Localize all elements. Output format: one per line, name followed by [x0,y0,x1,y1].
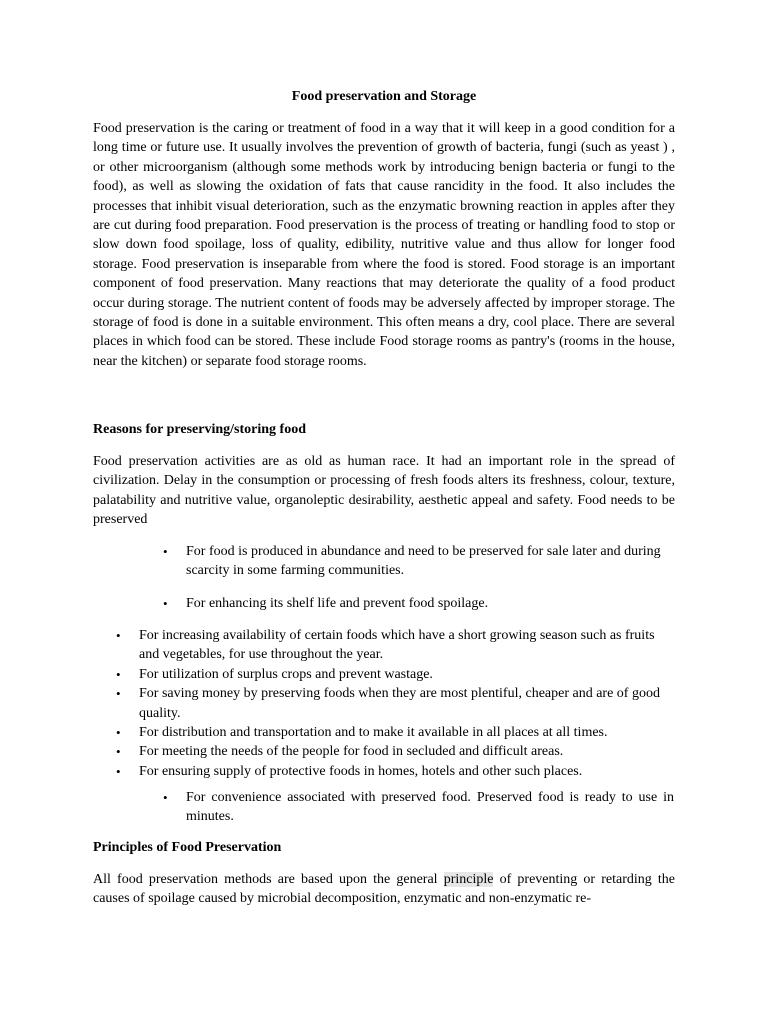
reasons-paragraph: Food preservation activities are as old as human race. It had an important role in the spread of civilization. Delay in the consumption or processing of fresh foods alters its freshness, colour, texture, palatability and nutritive value, organoleptic desirability, aesthetic appeal and safety. Food needs to be preserved [93,454,675,528]
principles-paragraph [93,870,675,909]
list-item [116,684,669,723]
list-item-text: For meeting the needs of the people for food in secluded and difficult areas. [139,744,564,760]
bullet-icon: • [116,666,121,682]
document-title: Food preservation and Storage [291,89,477,104]
heading-principles: Principles of Food Preservation [93,840,282,855]
heading-reasons: Reasons for preserving/storing food [93,422,306,437]
principles-text-end: of preventing or retarding the causes of spoilage caused by microbial decomposition, enzymatic and non-enzymatic re- [93,872,676,907]
bullet-icon: • [116,686,121,702]
bullet-icon: • [116,744,121,760]
list-item [116,762,669,781]
list-item-text: For increasing availability of certain foods which have a short growing season such as fruits and vegetables, for use throughout the year. [139,628,655,663]
bullet-icon: • [116,763,121,779]
list-item-text: For distribution and transportation and to make it available in all places at all times. [139,725,608,741]
indented-bullet-list-b [163,788,674,827]
principles-text-start: All food preservation methods are based upon the general [93,872,444,887]
list-item-text: For saving money by preserving foods when they are most plentiful, cheaper and are of good quality. [139,686,660,721]
list-item-text: For enhancing its shelf life and prevent food spoilage. [186,595,489,611]
bullet-icon: • [163,544,168,559]
list-item-text: For ensuring supply of protective foods in homes, hotels and other such places. [139,763,583,779]
list-item [116,665,669,684]
list-item [116,742,669,761]
list-item-text: For utilization of surplus crops and prevent wastage. [139,666,433,682]
list-item-text: For food is produced in abundance and need to be preserved for sale later and during scarcity in some farming communities. [186,544,661,579]
indented-bullet-list-a [163,542,676,613]
list-item [116,626,669,665]
intro-paragraph: Food preservation is the caring or treatment of food in a way that it will keep in a good condition for a long time or future use. It usually involves the prevention of growth of bacteria, fungi (such as yeast ) , or other microorganism (although some methods work by introducing benign bacteria or fungi to the food), as well as slowing the oxidation of fats that cause rancidity in the food. It also includes the processes that inhibit visual deterioration, such as the enzymatic browning reaction in apples after they are cut during food preparation. Food preservation is the process of treating or handling food to stop or slow down food spoilage, loss of quality, edibility, nutritive value and thus allow for longer food storage. Food preservation is inseparable from where the food is stored. Food storage is an important component of food preservation. Many reactions that may deteriorate the quality of a food product occur during storage. The nutrient content of foods may be adversely affected by improper storage. The storage of food is done in a suitable environment. This often means a dry, cool place. There are several places in which food can be stored. These include Food storage rooms as pantry's (rooms in the house, near the kitchen) or separate food storage rooms. [93,121,675,369]
list-item-text: For convenience associated with preserved food. Preserved food is ready to use in minutes. [186,790,674,825]
main-bullet-list [116,626,669,781]
bullet-icon: • [163,790,168,805]
bullet-icon: • [116,725,121,741]
list-item [163,788,674,827]
highlighted-word: principle [443,872,494,887]
bullet-icon: • [163,595,168,611]
list-item [116,723,669,742]
bullet-icon: • [116,628,121,643]
list-item [163,542,676,581]
list-item [163,594,676,613]
